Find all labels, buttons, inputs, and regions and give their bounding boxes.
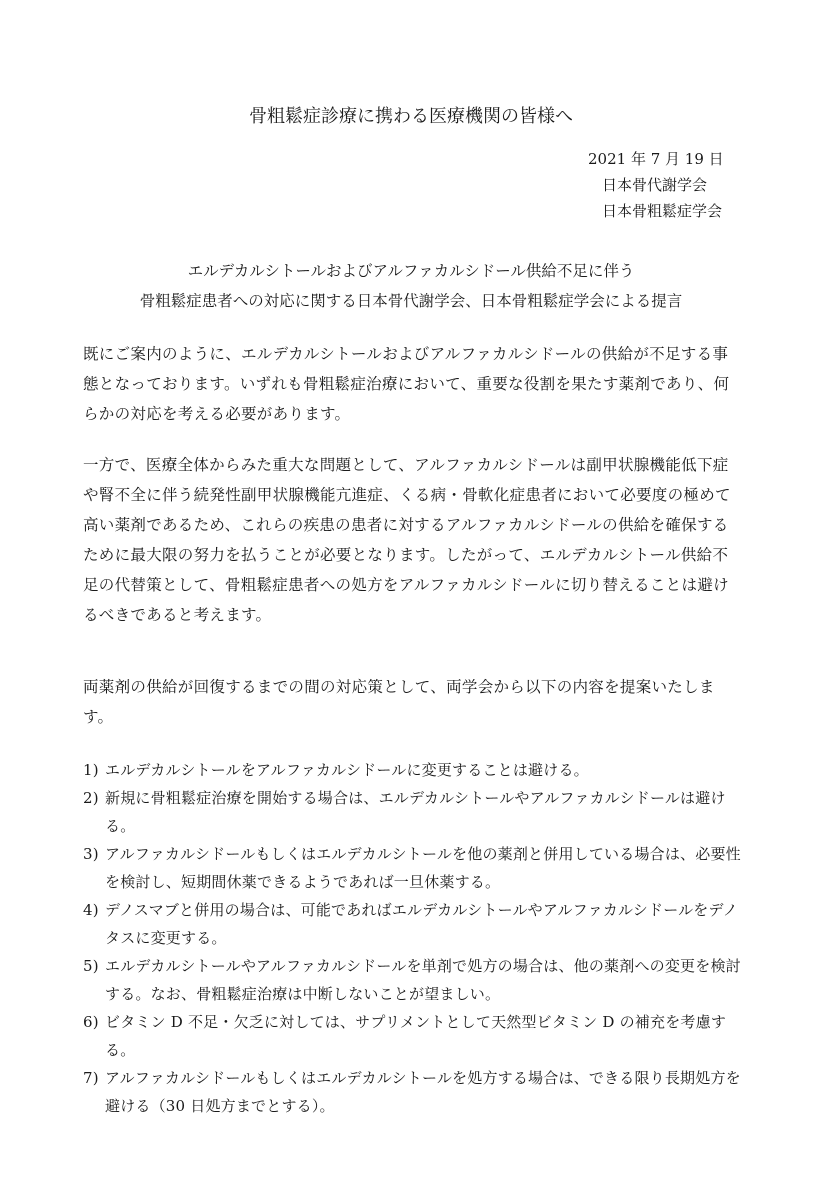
list-item-text: アルファカルシドールもしくはエルデカルシトールを処方する場合は、できる限り長期処方を避ける（30 日処方までとする）。 (105, 1069, 741, 1115)
list-item (83, 1064, 747, 1120)
body-paragraph: 一方で、医療全体からみた重大な問題として、アルファカルシドールは副甲状腺機能低下症や腎不全に伴う続発性副甲状腺機能亢進症、くる病・骨軟化症患者において必要度の極めて高い薬剤であるため、これらの疾患の患者に対するアルファカルシドールの供給を確保するために最大限の努力を払うことが必要となります。したがって、エルデカルシトール供給不足の代替策として、骨粗鬆症患者への処方をアルファカルシドールに切り替えることは避けるべきであると考えます。 (83, 456, 731, 624)
list-item-number: 2) (83, 789, 99, 807)
organization-name: 日本骨粗鬆症学会 (602, 202, 723, 220)
subject-line: 骨粗鬆症患者への対応に関する日本骨代謝学会、日本骨粗鬆症学会による提言 (139, 292, 683, 310)
list-item (83, 784, 747, 840)
list-item-text: アルファカルシドールもしくはエルデカルシトールを他の薬剤と併用している場合は、必要性を検討し、短期間休薬できるようであれば一旦休薬する。 (105, 845, 741, 891)
list-item-text: ビタミン D 不足・欠乏に対しては、サプリメントとして天然型ビタミン D の補充を考慮する。 (105, 1013, 727, 1059)
list-item-text: 新規に骨粗鬆症治療を開始する場合は、エルデカルシトールやアルファカルシドールは避ける。 (105, 789, 726, 835)
subject-line: エルデカルシトールおよびアルファカルシドール供給不足に伴う (187, 262, 635, 280)
list-item (83, 1008, 747, 1064)
list-item (83, 756, 747, 784)
list-item (83, 952, 747, 1008)
body-paragraph: 既にご案内のように、エルデカルシトールおよびアルファカルシドールの供給が不足する事態となっております。いずれも骨粗鬆症治療において、重要な役割を果たす薬剤であり、何らかの対応を考える必要があります。 (83, 345, 730, 423)
list-item (83, 896, 747, 952)
list-item-text: エルデカルシトールやアルファカルシドールを単剤で処方の場合は、他の薬剤への変更を検討する。なお、骨粗鬆症治療は中断しないことが望ましい。 (105, 957, 741, 1003)
list-item-text: エルデカルシトールをアルファカルシドールに変更することは避ける。 (105, 761, 589, 779)
list-item (83, 840, 747, 896)
body-paragraph: 両薬剤の供給が回復するまでの間の対応策として、両学会から以下の内容を提案いたします。 (83, 678, 715, 726)
document-meta (588, 146, 724, 224)
list-item-number: 6) (83, 1013, 99, 1031)
recommendation-list (83, 756, 747, 1120)
list-item-number: 1) (83, 761, 99, 779)
document-title: 骨粗鬆症診療に携わる医療機関の皆様へ (249, 106, 573, 127)
document-date: 2021 年 7 月 19 日 (588, 150, 724, 168)
list-item-text: デノスマブと併用の場合は、可能であればエルデカルシトールやアルファカルシドールをデノタスに変更する。 (105, 901, 738, 947)
list-item-number: 3) (83, 845, 99, 863)
list-item-number: 5) (83, 957, 99, 975)
document-subject (0, 256, 822, 316)
list-item-number: 7) (83, 1069, 99, 1087)
list-item-number: 4) (83, 901, 99, 919)
organization-name: 日本骨代謝学会 (602, 176, 708, 194)
